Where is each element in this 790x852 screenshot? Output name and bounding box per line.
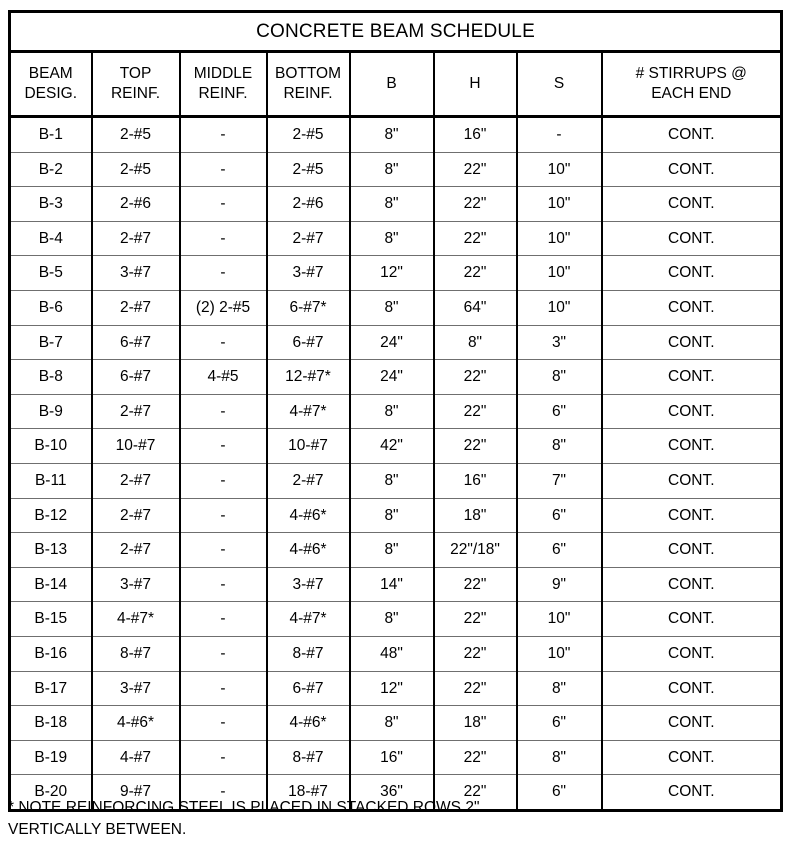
table-row xyxy=(10,706,782,741)
cell-middle_reinf: - xyxy=(180,152,267,187)
table-row xyxy=(10,567,782,602)
cell-stirrups: CONT. xyxy=(602,602,782,637)
table-row xyxy=(10,152,782,187)
cell-middle_reinf: - xyxy=(180,429,267,464)
cell-middle_reinf: - xyxy=(180,740,267,775)
cell-beam_desig: B-3 xyxy=(10,187,92,222)
table-row xyxy=(10,221,782,256)
cell-h: 16" xyxy=(434,463,517,498)
cell-beam_desig: B-18 xyxy=(10,706,92,741)
cell-beam_desig: B-19 xyxy=(10,740,92,775)
cell-s: 9" xyxy=(517,567,602,602)
cell-bottom_reinf: 4-#7* xyxy=(267,602,350,637)
cell-stirrups: CONT. xyxy=(602,394,782,429)
column-header-beam_desig xyxy=(10,52,92,117)
page-title: CONCRETE BEAM SCHEDULE xyxy=(10,12,782,52)
cell-middle_reinf: - xyxy=(180,498,267,533)
table-row xyxy=(10,290,782,325)
column-header-label: H xyxy=(469,74,481,92)
column-header-label: B xyxy=(386,74,397,92)
footnote-line-1: * NOTE REINFORCING STEEL IS PLACED IN STACKED ROWS 2" xyxy=(8,799,480,816)
cell-middle_reinf: - xyxy=(180,394,267,429)
cell-middle_reinf: - xyxy=(180,602,267,637)
cell-top_reinf: 4-#7 xyxy=(92,740,180,775)
cell-middle_reinf: - xyxy=(180,256,267,291)
schedule-table xyxy=(8,10,783,812)
footnote xyxy=(8,797,708,841)
cell-bottom_reinf: 4-#6* xyxy=(267,498,350,533)
cell-beam_desig: B-15 xyxy=(10,602,92,637)
column-header-b xyxy=(350,52,434,117)
cell-middle_reinf: - xyxy=(180,117,267,153)
cell-beam_desig: B-20 xyxy=(10,775,92,811)
cell-b: 8" xyxy=(350,187,434,222)
cell-b: 8" xyxy=(350,602,434,637)
column-header-s xyxy=(517,52,602,117)
cell-top_reinf: 3-#7 xyxy=(92,256,180,291)
cell-stirrups: CONT. xyxy=(602,117,782,153)
table-row xyxy=(10,360,782,395)
cell-bottom_reinf: 2-#6 xyxy=(267,187,350,222)
cell-s: 8" xyxy=(517,429,602,464)
cell-s: 10" xyxy=(517,187,602,222)
cell-s: 6" xyxy=(517,775,602,811)
cell-stirrups: CONT. xyxy=(602,187,782,222)
cell-stirrups: CONT. xyxy=(602,463,782,498)
cell-bottom_reinf: 4-#6* xyxy=(267,706,350,741)
column-header-bottom_reinf xyxy=(267,52,350,117)
cell-middle_reinf: - xyxy=(180,325,267,360)
cell-top_reinf: 2-#7 xyxy=(92,394,180,429)
cell-top_reinf: 2-#5 xyxy=(92,117,180,153)
column-header-label: # STIRRUPS @ xyxy=(635,64,747,82)
cell-b: 8" xyxy=(350,533,434,568)
cell-beam_desig: B-16 xyxy=(10,636,92,671)
cell-bottom_reinf: 12-#7* xyxy=(267,360,350,395)
cell-stirrups: CONT. xyxy=(602,567,782,602)
cell-bottom_reinf: 3-#7 xyxy=(267,256,350,291)
cell-h: 22"/18" xyxy=(434,533,517,568)
cell-middle_reinf: 4-#5 xyxy=(180,360,267,395)
cell-top_reinf: 2-#7 xyxy=(92,221,180,256)
cell-middle_reinf: - xyxy=(180,187,267,222)
table-row xyxy=(10,117,782,153)
cell-beam_desig: B-8 xyxy=(10,360,92,395)
cell-bottom_reinf: 10-#7 xyxy=(267,429,350,464)
cell-b: 42" xyxy=(350,429,434,464)
cell-b: 48" xyxy=(350,636,434,671)
cell-b: 12" xyxy=(350,671,434,706)
cell-beam_desig: B-10 xyxy=(10,429,92,464)
table-row xyxy=(10,256,782,291)
column-header-row xyxy=(10,52,782,117)
cell-bottom_reinf: 6-#7 xyxy=(267,671,350,706)
cell-bottom_reinf: 2-#7 xyxy=(267,463,350,498)
cell-s: 6" xyxy=(517,394,602,429)
cell-top_reinf: 8-#7 xyxy=(92,636,180,671)
cell-h: 22" xyxy=(434,256,517,291)
table-row xyxy=(10,187,782,222)
column-header-label-2: REINF. xyxy=(110,85,161,102)
cell-stirrups: CONT. xyxy=(602,671,782,706)
cell-b: 8" xyxy=(350,463,434,498)
table-body xyxy=(10,12,782,811)
cell-bottom_reinf: 8-#7 xyxy=(267,636,350,671)
cell-h: 22" xyxy=(434,152,517,187)
cell-top_reinf: 2-#5 xyxy=(92,152,180,187)
cell-bottom_reinf: 2-#5 xyxy=(267,117,350,153)
column-header-label: TOP xyxy=(119,64,152,82)
column-header-label-2: DESIG. xyxy=(24,85,78,102)
cell-s: 7" xyxy=(517,463,602,498)
cell-beam_desig: B-14 xyxy=(10,567,92,602)
cell-stirrups: CONT. xyxy=(602,256,782,291)
cell-b: 8" xyxy=(350,117,434,153)
cell-top_reinf: 4-#7* xyxy=(92,602,180,637)
column-header-label: MIDDLE xyxy=(193,64,253,82)
cell-s: 8" xyxy=(517,671,602,706)
cell-bottom_reinf: 6-#7 xyxy=(267,325,350,360)
cell-top_reinf: 6-#7 xyxy=(92,360,180,395)
cell-b: 24" xyxy=(350,360,434,395)
cell-beam_desig: B-6 xyxy=(10,290,92,325)
cell-middle_reinf: - xyxy=(180,221,267,256)
cell-bottom_reinf: 18-#7 xyxy=(267,775,350,811)
cell-top_reinf: 10-#7 xyxy=(92,429,180,464)
cell-s: - xyxy=(517,117,602,153)
table-row xyxy=(10,533,782,568)
cell-h: 22" xyxy=(434,671,517,706)
cell-middle_reinf: (2) 2-#5 xyxy=(180,290,267,325)
cell-stirrups: CONT. xyxy=(602,429,782,464)
cell-beam_desig: B-11 xyxy=(10,463,92,498)
cell-top_reinf: 2-#7 xyxy=(92,533,180,568)
table-row xyxy=(10,463,782,498)
cell-middle_reinf: - xyxy=(180,533,267,568)
cell-stirrups: CONT. xyxy=(602,636,782,671)
table-row xyxy=(10,394,782,429)
cell-top_reinf: 2-#7 xyxy=(92,498,180,533)
cell-h: 22" xyxy=(434,187,517,222)
cell-top_reinf: 3-#7 xyxy=(92,567,180,602)
cell-b: 16" xyxy=(350,740,434,775)
column-header-label: S xyxy=(553,74,565,92)
column-header-label-2: EACH END xyxy=(651,85,732,102)
cell-s: 8" xyxy=(517,740,602,775)
cell-h: 22" xyxy=(434,567,517,602)
cell-top_reinf: 6-#7 xyxy=(92,325,180,360)
footnote-line-2: VERTICALLY BETWEEN. xyxy=(8,821,187,838)
cell-h: 22" xyxy=(434,394,517,429)
cell-top_reinf: 4-#6* xyxy=(92,706,180,741)
cell-beam_desig: B-4 xyxy=(10,221,92,256)
cell-h: 22" xyxy=(434,221,517,256)
cell-bottom_reinf: 2-#7 xyxy=(267,221,350,256)
cell-top_reinf: 9-#7 xyxy=(92,775,180,811)
cell-bottom_reinf: 6-#7* xyxy=(267,290,350,325)
table-row xyxy=(10,325,782,360)
cell-beam_desig: B-9 xyxy=(10,394,92,429)
cell-b: 8" xyxy=(350,152,434,187)
cell-stirrups: CONT. xyxy=(602,360,782,395)
cell-s: 6" xyxy=(517,706,602,741)
cell-s: 10" xyxy=(517,636,602,671)
cell-b: 8" xyxy=(350,498,434,533)
cell-s: 6" xyxy=(517,533,602,568)
cell-h: 18" xyxy=(434,498,517,533)
table-row xyxy=(10,740,782,775)
cell-s: 10" xyxy=(517,602,602,637)
cell-h: 64" xyxy=(434,290,517,325)
cell-s: 8" xyxy=(517,360,602,395)
cell-beam_desig: B-12 xyxy=(10,498,92,533)
cell-s: 3" xyxy=(517,325,602,360)
cell-middle_reinf: - xyxy=(180,636,267,671)
cell-middle_reinf: - xyxy=(180,706,267,741)
cell-b: 14" xyxy=(350,567,434,602)
cell-top_reinf: 2-#7 xyxy=(92,290,180,325)
table-row xyxy=(10,429,782,464)
table-row xyxy=(10,636,782,671)
cell-b: 24" xyxy=(350,325,434,360)
cell-b: 8" xyxy=(350,221,434,256)
table-row xyxy=(10,602,782,637)
column-header-label-2: REINF. xyxy=(198,85,248,102)
column-header-label: BOTTOM xyxy=(274,64,342,82)
cell-h: 22" xyxy=(434,636,517,671)
column-header-middle_reinf xyxy=(180,52,267,117)
cell-h: 22" xyxy=(434,775,517,811)
cell-middle_reinf: - xyxy=(180,671,267,706)
cell-stirrups: CONT. xyxy=(602,325,782,360)
cell-top_reinf: 2-#6 xyxy=(92,187,180,222)
cell-beam_desig: B-13 xyxy=(10,533,92,568)
cell-stirrups: CONT. xyxy=(602,152,782,187)
cell-stirrups: CONT. xyxy=(602,740,782,775)
cell-b: 12" xyxy=(350,256,434,291)
cell-h: 22" xyxy=(434,740,517,775)
concrete-beam-schedule xyxy=(8,10,780,812)
cell-beam_desig: B-7 xyxy=(10,325,92,360)
column-header-label-2: REINF. xyxy=(283,85,333,102)
table-row xyxy=(10,671,782,706)
cell-s: 10" xyxy=(517,152,602,187)
cell-s: 6" xyxy=(517,498,602,533)
cell-bottom_reinf: 4-#7* xyxy=(267,394,350,429)
cell-h: 22" xyxy=(434,360,517,395)
cell-beam_desig: B-1 xyxy=(10,117,92,153)
cell-beam_desig: B-2 xyxy=(10,152,92,187)
cell-h: 22" xyxy=(434,602,517,637)
cell-s: 10" xyxy=(517,290,602,325)
table-row xyxy=(10,498,782,533)
cell-b: 36" xyxy=(350,775,434,811)
cell-beam_desig: B-17 xyxy=(10,671,92,706)
cell-middle_reinf: - xyxy=(180,567,267,602)
cell-top_reinf: 3-#7 xyxy=(92,671,180,706)
cell-h: 18" xyxy=(434,706,517,741)
cell-s: 10" xyxy=(517,221,602,256)
cell-stirrups: CONT. xyxy=(602,498,782,533)
column-header-label: BEAM xyxy=(28,64,73,82)
cell-h: 22" xyxy=(434,429,517,464)
cell-b: 8" xyxy=(350,290,434,325)
cell-stirrups: CONT. xyxy=(602,221,782,256)
cell-stirrups: CONT. xyxy=(602,706,782,741)
cell-b: 8" xyxy=(350,394,434,429)
cell-bottom_reinf: 2-#5 xyxy=(267,152,350,187)
cell-stirrups: CONT. xyxy=(602,775,782,811)
title-row xyxy=(10,12,782,52)
cell-stirrups: CONT. xyxy=(602,533,782,568)
cell-b: 8" xyxy=(350,706,434,741)
cell-bottom_reinf: 4-#6* xyxy=(267,533,350,568)
cell-bottom_reinf: 8-#7 xyxy=(267,740,350,775)
cell-beam_desig: B-5 xyxy=(10,256,92,291)
column-header-h xyxy=(434,52,517,117)
cell-s: 10" xyxy=(517,256,602,291)
cell-middle_reinf: - xyxy=(180,463,267,498)
cell-h: 16" xyxy=(434,117,517,153)
cell-stirrups: CONT. xyxy=(602,290,782,325)
cell-middle_reinf: - xyxy=(180,775,267,811)
cell-top_reinf: 2-#7 xyxy=(92,463,180,498)
column-header-top_reinf xyxy=(92,52,180,117)
cell-h: 8" xyxy=(434,325,517,360)
column-header-stirrups xyxy=(602,52,782,117)
cell-bottom_reinf: 3-#7 xyxy=(267,567,350,602)
